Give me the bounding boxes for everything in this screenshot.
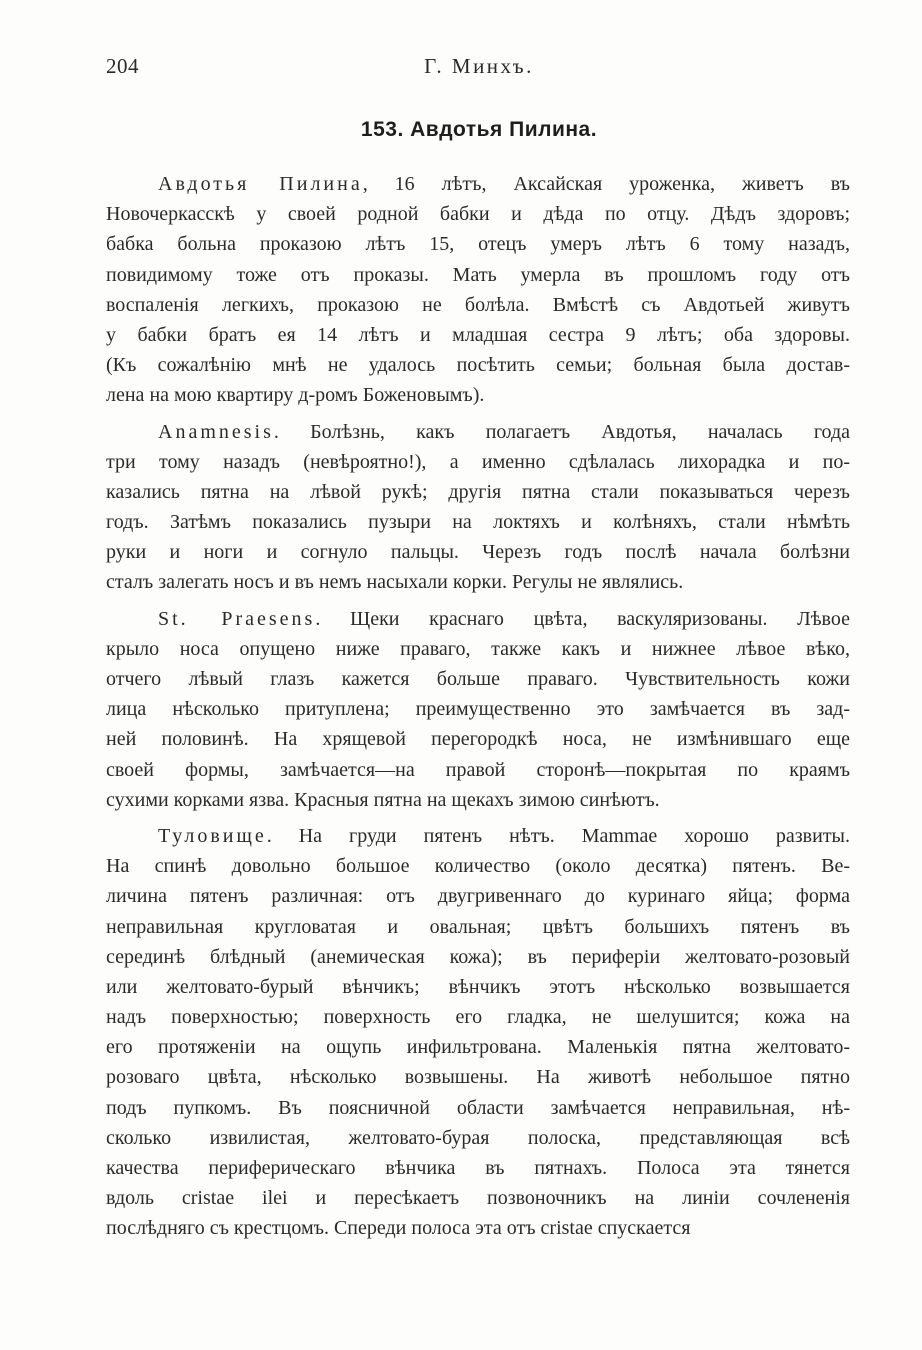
page-number: 204 <box>106 54 139 78</box>
text-line: крыло носа опущено ниже праваго, также какъ и нижнее лѣвое вѣко, <box>106 637 850 660</box>
running-title: Г. Минхъ. <box>424 54 534 78</box>
text-line: руки и ноги и согнуло пальцы. Черезъ годъ послѣ начала болѣзни <box>106 541 850 564</box>
text-line: его протяженіи на ощупь инфильтрована. Маленькія пятна желтовато- <box>106 1036 850 1059</box>
text-line: вдоль cristae ilei и пересѣкаетъ позвоночникъ на линіи сочлененія <box>106 1187 850 1210</box>
line-text: . Болѣзнь, какъ полагаетъ Авдотья, началась года <box>273 420 850 443</box>
paragraph <box>106 821 850 1244</box>
body-text <box>106 169 850 1250</box>
text-line: лица нѣсколько притуплена; преимущественно это замѣчается въ зад- <box>106 698 850 721</box>
paragraph-lead: Авдотья Пилина <box>158 173 363 195</box>
case-heading: 153. Авдотья Пилина. <box>360 118 598 141</box>
text-line <box>106 169 850 199</box>
paragraph-lead: Anamnesis <box>158 420 274 443</box>
text-line: годъ. Затѣмъ показались пузыри на локтяхъ и колѣняхъ, стали нѣмѣть <box>106 511 850 534</box>
text-line: Новочеркасскѣ у своей родной бабки и дѣда по отцу. Дѣдъ здоровъ; <box>106 203 850 226</box>
text-line: сухими корками язва. Красныя пятна на щекахъ зимою синѣютъ. <box>106 788 660 811</box>
text-line: На спинѣ довольно большое количество (около десятка) пятенъ. Ве- <box>106 855 850 878</box>
line-text: . На груди пятенъ нѣтъ. Mammae хорошо развиты. <box>266 824 850 847</box>
text-line: три тому назадъ (невѣроятно!), а именно сдѣлалась лихорадка и по- <box>106 450 850 473</box>
line-text: . Щеки краснаго цвѣта, васкуляризованы. Лѣвое <box>315 607 850 630</box>
text-line: или желтовато-бурый вѣнчикъ; вѣнчикъ этотъ нѣсколько возвышается <box>106 975 850 998</box>
text-line: у бабки братъ ея 14 лѣтъ и младшая сестра 9 лѣтъ; оба здоровы. <box>106 323 850 346</box>
text-line: неправильная кругловатая и овальная; цвѣтъ большихъ пятенъ въ <box>106 915 850 938</box>
text-line: своей формы, замѣчается—на правой сторонѣ—покрытая по краямъ <box>106 758 850 781</box>
paragraph-lead: Туловище <box>158 824 267 847</box>
text-line: отчего лѣвый глазъ кажется больше праваго. Чувствительность кожи <box>106 668 850 690</box>
text-line: сталъ залегать носъ и въ немъ насыхали корки. Регулы не являлись. <box>106 571 684 594</box>
text-line: лена на мою квартиру д-ромъ Боженовымъ). <box>106 384 485 407</box>
text-line: личина пятенъ различная: отъ двугривеннаго до куринаго яйца; форма <box>106 885 850 908</box>
paragraph <box>106 417 850 598</box>
text-line: повидимому тоже отъ проказы. Мать умерла въ прошломъ году отъ <box>106 263 850 286</box>
text-line: качества периферическаго вѣнчика въ пятнахъ. Полоса эта тянется <box>106 1157 850 1179</box>
text-line: бабка больна проказою лѣтъ 15, отецъ умеръ лѣтъ 6 тому назадъ, <box>106 233 850 256</box>
text-line: подъ пупкомъ. Въ поясничной области замѣчается неправильная, нѣ- <box>106 1096 850 1119</box>
paragraph <box>106 604 850 815</box>
text-line: ней половинѣ. На хрящевой перегородкѣ носа, не измѣнившаго еще <box>106 728 850 751</box>
text-line: воспаленія легкихъ, проказою не болѣла. Вмѣстѣ съ Авдотьей живутъ <box>106 293 850 316</box>
text-line: надъ поверхностью; поверхность его гладка, не шелушится; кожа на <box>106 1006 850 1029</box>
line-text: , 16 лѣтъ, Аксайская уроженка, живетъ въ <box>362 173 850 195</box>
text-line <box>106 821 850 851</box>
text-line: (Къ сожалѣнію мнѣ не удалось посѣтить семьи; больная была достав- <box>106 354 850 377</box>
paragraph <box>106 169 850 411</box>
paragraph-lead: St. Praesens <box>158 607 316 630</box>
running-head <box>106 54 852 88</box>
text-line <box>106 417 850 447</box>
text-line: казались пятна на лѣвой рукѣ; другія пятна стали показываться черезъ <box>106 480 850 503</box>
text-line: сколько извилистая, желтовато-бурая полоска, представляющая всѣ <box>106 1126 850 1149</box>
text-line: серединѣ блѣдный (анемическая кожа); въ периферіи желтовато-розовый <box>106 945 850 968</box>
text-line <box>106 604 850 634</box>
text-line: розоваго цвѣта, нѣсколько возвышены. На животѣ небольшое пятно <box>106 1066 850 1089</box>
text-line: послѣдняго съ крестцомъ. Спереди полоса эта отъ cristae спускается <box>106 1217 691 1240</box>
